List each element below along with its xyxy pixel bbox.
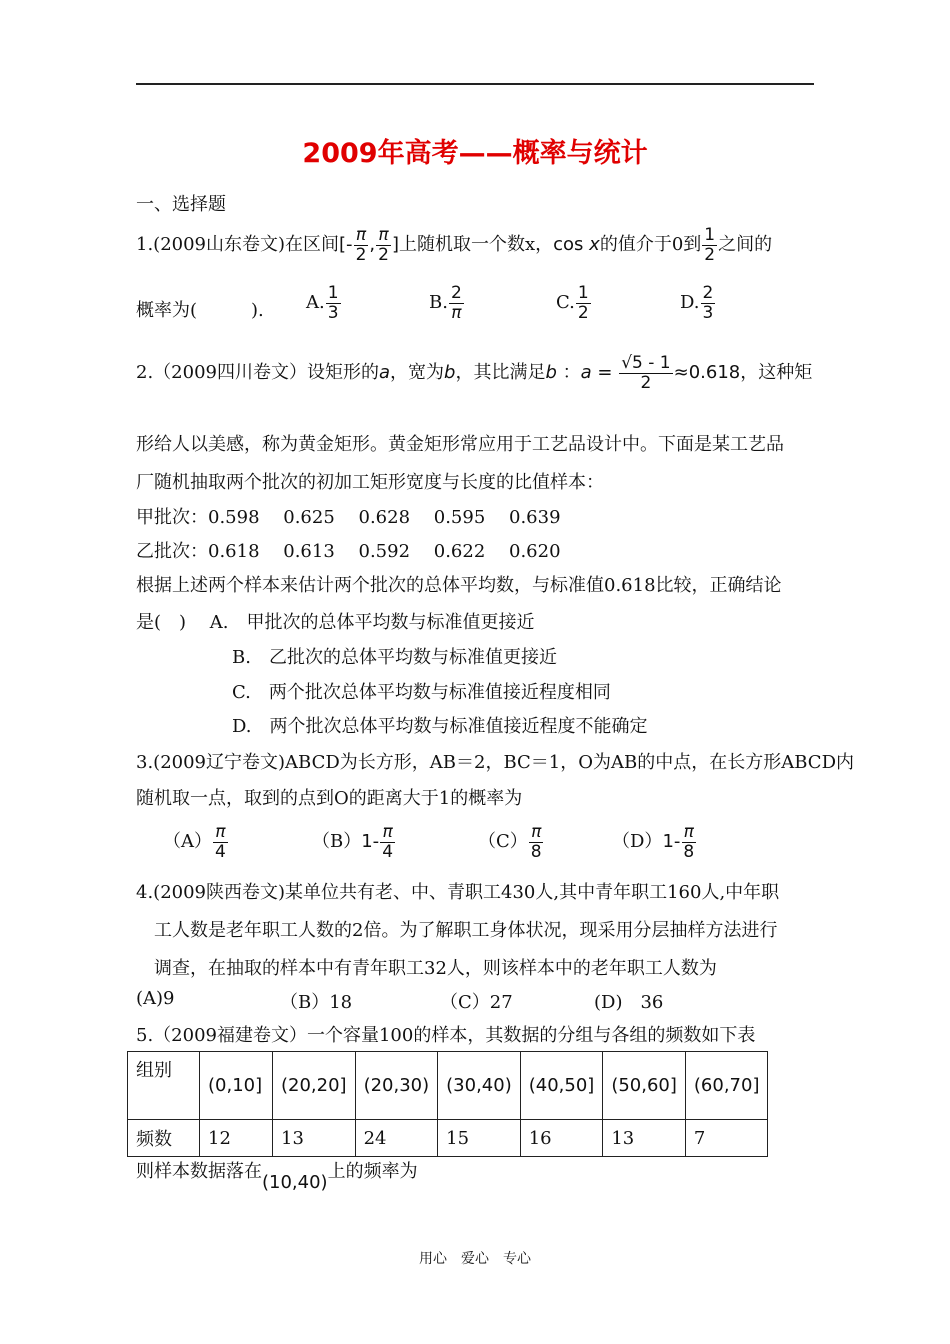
q1-pi-half-b: $\frac{\pi}{2}$	[378, 225, 389, 265]
q2-line6: 根据上述两个样本来估计两个批次的总体平均数，与标准值0.618比较，正确结论	[136, 575, 782, 596]
q1-bracket-left: [-	[339, 234, 353, 256]
table-row-groups	[128, 1052, 768, 1120]
q2-sample-b: 乙批次：0.618 0.613 0.592 0.622 0.620	[136, 541, 561, 562]
q5-interval: (10,40)	[262, 1172, 328, 1193]
q2-b: b	[444, 362, 456, 384]
q3-option-b: （B）1- $\frac{\pi}{4}$	[312, 822, 394, 862]
table-cell-group: (20,30)	[355, 1052, 438, 1120]
table-cell-count: 13	[273, 1120, 356, 1157]
q2-text-mid1: ，宽为	[390, 362, 445, 384]
q2-colon: ：	[562, 362, 581, 384]
q4-line2: 工人数是老年职工人数的2倍。为了解职工身体状况，现采用分层抽样方法进行	[154, 920, 778, 941]
q4-option-d: (D) 36	[594, 992, 664, 1013]
q1-text-mid2: 的值介于0到	[599, 234, 702, 256]
q2-sample-a: 甲批次：0.598 0.625 0.628 0.595 0.639	[136, 507, 561, 528]
table-cell-count: 13	[603, 1120, 686, 1157]
header-rule	[136, 83, 814, 85]
q2-option-b: B. 乙批次的总体平均数与标准值更接近	[232, 647, 557, 668]
table-cell-count: 12	[200, 1120, 273, 1157]
q1-line2: 概率为( ).	[136, 300, 264, 321]
q3-option-d: （D）1- $\frac{\pi}{8}$	[612, 822, 695, 862]
page-title: 2009年高考——概率与统计	[302, 138, 648, 169]
q2-line7: 是( ) A. 甲批次的总体平均数与标准值更接近	[136, 612, 535, 633]
q2-approx: ≈0.618	[673, 362, 741, 384]
section-heading: 一、选择题	[136, 194, 226, 215]
q1-option-b: B. $\frac{2}{\pi}$	[429, 283, 462, 323]
frequency-table	[127, 1051, 768, 1157]
q1-text-mid: 上随机取一个数x，	[398, 234, 554, 256]
q1-bracket-right: ]	[391, 234, 399, 256]
q2-text-mid2: ，其比满足	[455, 362, 546, 384]
q1-cos: cos	[553, 234, 584, 256]
q3-line2: 随机取一点，取到的点到O的距离大于1的概率为	[136, 788, 523, 809]
q1-text-post: 之间的	[718, 234, 773, 256]
q2-line2: 形给人以美感，称为黄金矩形。黄金矩形常应用于工艺品设计中。下面是某工艺品	[136, 434, 784, 455]
table-cell-group: (60,70]	[685, 1052, 768, 1120]
q1-text-pre: 1.(2009山东卷文)在区间	[136, 234, 340, 256]
q5-line1: 5.（2009福建卷文）一个容量100的样本，其数据的分组与各组的频数如下表	[136, 1025, 756, 1046]
q5-after-pre: 则样本数据落在	[136, 1161, 262, 1182]
table-cell-group: (20,20]	[273, 1052, 356, 1120]
q2-option-d: D. 两个批次总体平均数与标准值接近程度不能确定	[232, 716, 648, 737]
q2-a2: a	[580, 362, 592, 384]
q3-option-c: （C） $\frac{\pi}{8}$	[478, 822, 542, 862]
table-header-group: 组别	[128, 1052, 200, 1120]
q1-option-c: C. $\frac{1}{2}$	[556, 283, 589, 323]
q1-pi-half-a: $\frac{\pi}{2}$	[355, 225, 367, 265]
q3-option-a: （A） $\frac{\pi}{4}$	[163, 822, 226, 862]
q2-b2: b	[545, 362, 557, 384]
q2-line3: 厂随机抽取两个批次的初加工矩形宽度与长度的比值样本：	[136, 472, 604, 493]
q1-half: $\frac{1}{2}$	[704, 225, 716, 265]
table-row-counts	[128, 1120, 768, 1157]
q2-golden-fraction: $\frac{√5 - 1}{2}$	[621, 353, 671, 393]
page-footer: 用心 爱心 专心	[419, 1251, 531, 1267]
q1-comma: ,	[369, 234, 376, 256]
q2-text-pre: 2.（2009四川卷文）设矩形的	[136, 362, 379, 384]
q5-after-table	[136, 1157, 418, 1193]
table-cell-group: (50,60]	[603, 1052, 686, 1120]
q4-line3: 调查，在抽取的样本中有青年职工32人，则该样本中的老年职工人数为	[154, 958, 717, 979]
q2-option-c: C. 两个批次总体平均数与标准值接近程度相同	[232, 682, 611, 703]
table-cell-group: (0,10]	[200, 1052, 273, 1120]
q3-line1: 3.(2009辽宁卷文)ABCD为长方形，AB＝2，BC＝1，O为AB的中点，在长方形ABCD内	[136, 752, 855, 773]
q4-option-c: （C）27	[440, 992, 513, 1013]
table-cell-count: 7	[685, 1120, 768, 1157]
q4-option-a: (A)9	[136, 988, 175, 1009]
q2-line1	[136, 354, 812, 392]
q1-option-d: D. $\frac{2}{3}$	[680, 283, 714, 323]
table-cell-count: 24	[355, 1120, 438, 1157]
table-cell-group: (40,50]	[520, 1052, 603, 1120]
q2-text-post: ，这种矩	[740, 362, 813, 384]
q1-line1	[136, 226, 772, 264]
q4-line1: 4.(2009陕西卷文)某单位共有老、中、青职工430人,其中青年职工160人,中年职	[136, 882, 780, 903]
q1-x: x	[589, 234, 600, 256]
q5-after-post: 上的频率为	[327, 1161, 418, 1182]
q4-option-b: （B）18	[280, 992, 353, 1013]
q1-option-a: A. $\frac{1}{3}$	[306, 283, 339, 323]
q2-equals: =	[597, 362, 613, 384]
table-cell-count: 16	[520, 1120, 603, 1157]
table-cell-count: 15	[438, 1120, 521, 1157]
table-header-count: 频数	[128, 1120, 200, 1157]
q2-a: a	[378, 362, 391, 384]
table-cell-group: (30,40)	[438, 1052, 521, 1120]
